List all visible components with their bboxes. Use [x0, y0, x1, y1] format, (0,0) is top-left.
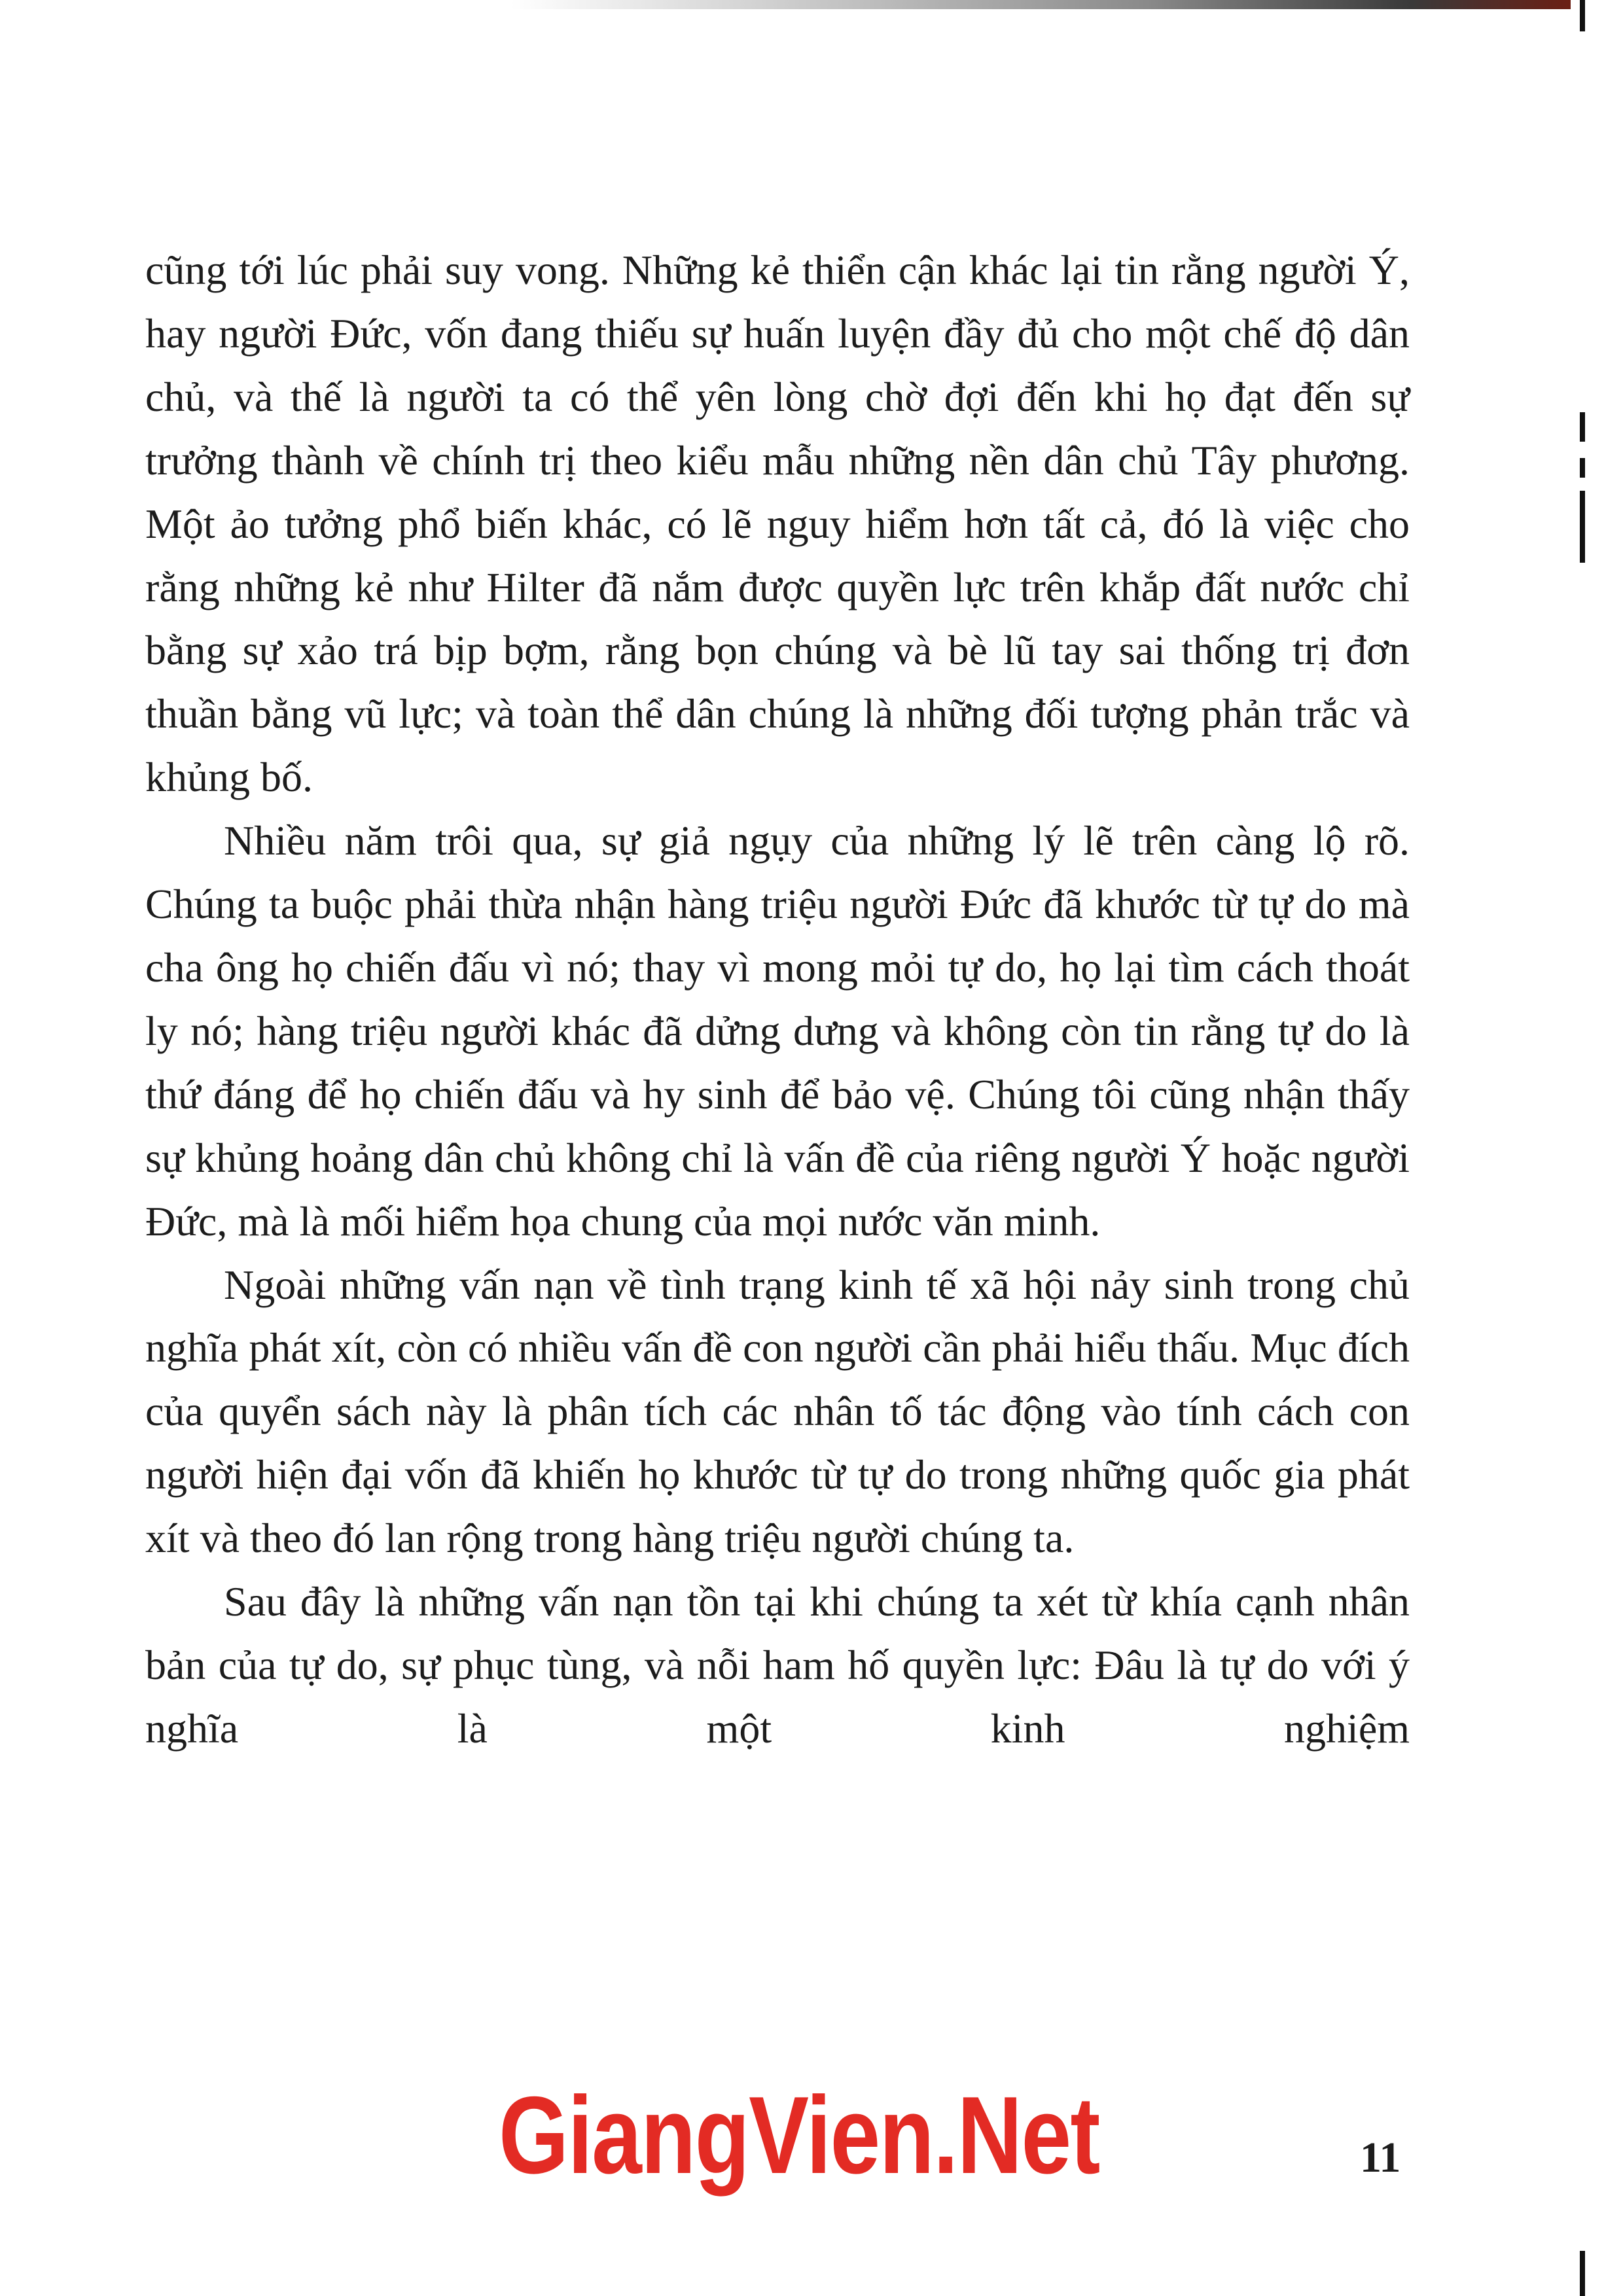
text-line: đầy đủ cho một chế độ dân chủ, và thế là người ta có thể yên [145, 309, 1410, 420]
page-number: 11 [1360, 2134, 1401, 2181]
text-line: Đức đã khước từ tự do mà cha ông họ chiến đấu vì nó; thay [145, 881, 1410, 991]
paragraph-4 [145, 1570, 1410, 1761]
text-line: nhận thấy sự khủng hoảng dân chủ không chỉ là vấn đề của [145, 1070, 1410, 1181]
text-line: cũng tới lúc phải suy vong. Những kẻ thiển cận khác lại tin [145, 247, 1159, 293]
text-line: khía cạnh nhân bản của tự do, sự phục tùng, và nỗi ham hố [145, 1578, 1410, 1688]
text-line: chúng ta. [920, 1515, 1075, 1562]
paragraph-2 [145, 809, 1410, 1253]
text-line: vì mong mỏi tự do, họ lại tìm cách thoát ly nó; hàng triệu [145, 944, 1410, 1054]
text-line: đáng để họ chiến đấu và hy sinh để bảo vệ. Chúng tôi cũng [213, 1070, 1231, 1118]
text-line: càng lộ rõ. Chúng ta buộc phải thừa nhận hàng triệu người [145, 817, 1410, 928]
text-line: hiện đại vốn đã khiến họ khước từ tự do trong những quốc [256, 1451, 1261, 1498]
text-line: tay sai thống trị đơn thuần bằng vũ lực; và toàn thể dân chúng [145, 627, 1410, 737]
text-line: Sau đây là những vấn nạn tồn tại khi chúng ta xét từ [224, 1578, 1136, 1625]
text-line: quyền lực: Đâu là tự do với ý nghĩa là một kinh nghiệm [145, 1641, 1410, 1752]
page-right-edge-mark [1580, 2251, 1585, 2296]
text-line: phân tích các nhân tố tác động vào tính cách con người [145, 1388, 1410, 1498]
page-right-edge-mark [1580, 412, 1585, 442]
text-line: là những đối tượng phản trắc và khủng bố. [145, 690, 1410, 801]
text-line: phổ biến khác, có lẽ nguy hiểm hơn tất cả, đó là việc cho [397, 500, 1410, 547]
text-line: rằng người Ý, hay người Đức, vốn đang thiếu sự huấn luyện [145, 247, 1410, 357]
text-line: người khác đã dửng dưng và không còn tin rằng tự do là thứ [145, 1007, 1410, 1118]
page-right-edge-mark [1580, 0, 1585, 31]
text-line: riêng người Ý hoặc người Đức, mà là mối hiểm họa chung [145, 1134, 1410, 1245]
watermark-logo: GiangVien.Net [499, 2074, 1099, 2197]
text-line: người cần phải hiểu thấu. Mục đích của quyển sách này là [145, 1324, 1410, 1435]
text-line: gia phát xít và theo đó lan rộng trong hàng triệu người [145, 1451, 1410, 1562]
text-line: lòng chờ đợi đến khi họ đạt đến sự trưởng thành về chính trị [145, 373, 1410, 484]
text-line: của mọi nước văn minh. [694, 1197, 1101, 1245]
text-line: đất nước chỉ bằng sự xảo trá bịp bợm, rằng bọn chúng và bè lũ [145, 563, 1410, 674]
text-line: Ngoài những vấn nạn về tình trạng kinh tế xã hội nảy [224, 1261, 1151, 1308]
page-top-edge-shadow [510, 0, 1571, 9]
text-line: Nhiều năm trôi qua, sự giả ngụy của những lý lẽ trên [224, 817, 1198, 864]
page-right-edge-mark [1580, 458, 1585, 478]
text-line: rằng những kẻ như Hilter đã nắm được quyền lực trên khắp [145, 563, 1181, 610]
page-right-edge-mark [1580, 491, 1585, 563]
paragraph-1 [145, 239, 1410, 809]
text-line: theo kiểu mẫu những nền dân chủ Tây phương. Một ảo tưởng [145, 436, 1410, 547]
paragraph-3 [145, 1254, 1410, 1571]
text-line: sinh trong chủ nghĩa phát xít, còn có nhiều vấn đề con [145, 1261, 1410, 1371]
page-body [145, 239, 1410, 1761]
